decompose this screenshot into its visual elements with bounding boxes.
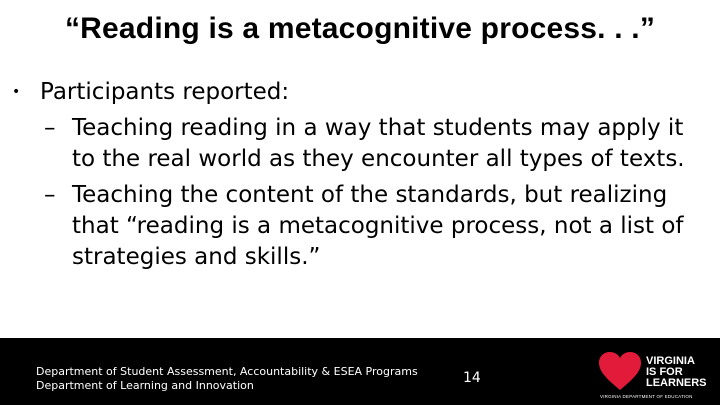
dash-icon: –	[44, 115, 56, 141]
page-number: 14	[463, 370, 481, 386]
logo-word-learners: LEARNERS	[646, 377, 707, 389]
subbullet-2	[44, 180, 704, 273]
footer-dept-line-2: Department of Learning and Innovation	[36, 379, 254, 392]
subbullet-text: Teaching reading in a way that students may apply it to the real world as they encounter all types of texts.	[72, 115, 685, 172]
main-bullet	[12, 78, 289, 106]
logo-word-is-for: IS FOR	[646, 366, 683, 378]
heart-icon	[598, 352, 642, 392]
slide-title: “Reading is a metacognitive process. . .”	[64, 12, 656, 45]
footer-dept-line-1: Department of Student Assessment, Accountability & ESEA Programs	[36, 365, 418, 378]
dash-icon: –	[44, 182, 56, 208]
footer-bar	[0, 338, 720, 405]
subbullet-text: Teaching the content of the standards, but realizing that “reading is a metacognitive process, not a list of strategies and skills.”	[72, 182, 684, 270]
logo-word-virginia: VIRGINIA	[646, 355, 695, 367]
main-bullet-text: Participants reported:	[40, 79, 290, 105]
bullet-icon: •	[12, 84, 21, 100]
logo-dept-text: VIRGINIA DEPARTMENT OF EDUCATION	[600, 394, 693, 399]
subbullet-1	[44, 113, 704, 175]
virginia-logo	[598, 350, 710, 402]
